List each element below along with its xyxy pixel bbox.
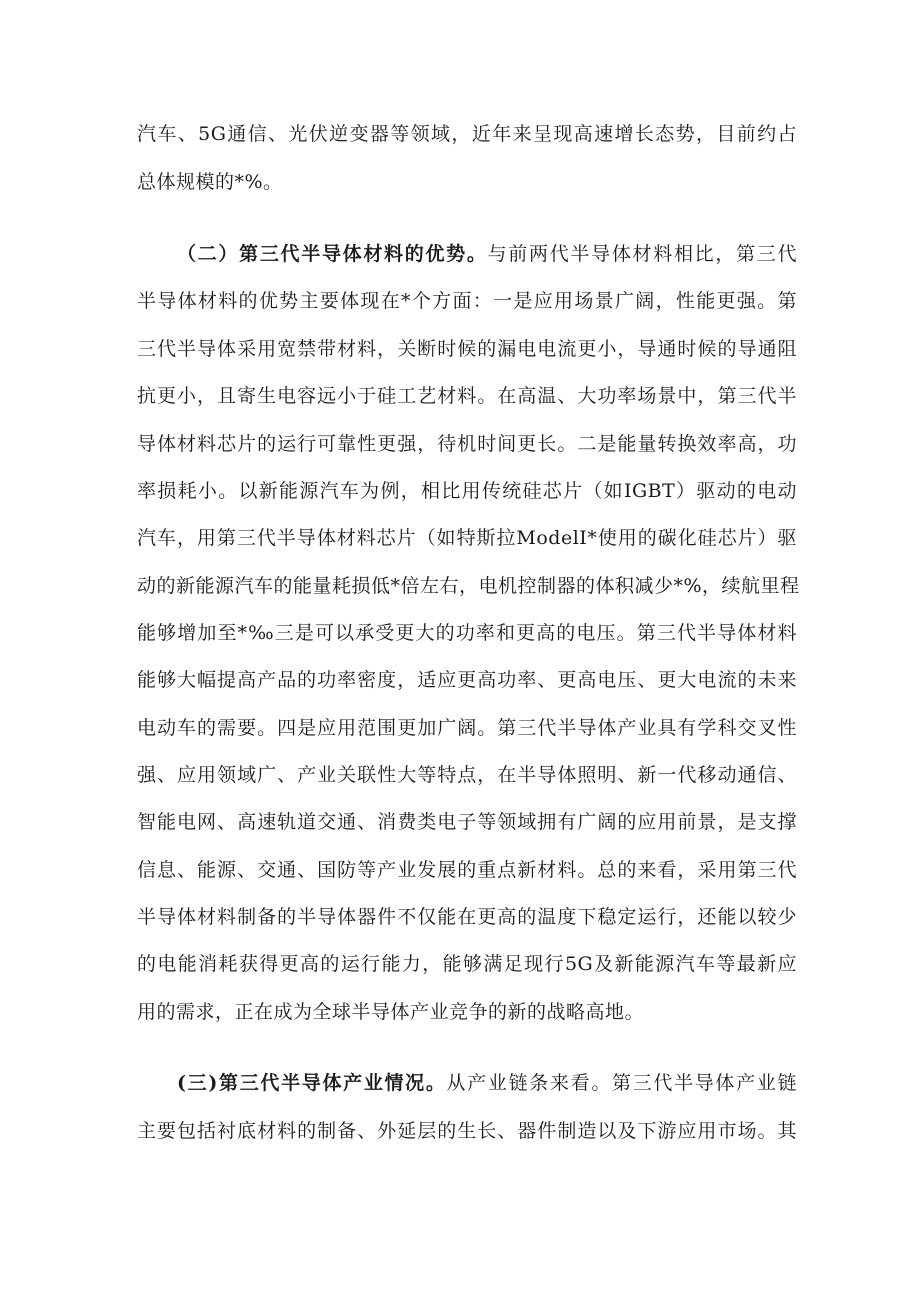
paragraph-2-line-5: 导体材料芯片的运行可靠性更强，待机时间更长。二是能量转换效率高，功 [137, 433, 797, 455]
paragraph-3-first-line-text: 从产业链条来看。第三代半导体产业链 [446, 1072, 797, 1094]
paragraph-2-line-15: 半导体材料制备的半导体器件不仅能在更高的温度下稳定运行，还能以较少 [137, 906, 797, 928]
paragraph-2-line-8: 动的新能源汽车的能量耗损低*倍左右，电机控制器的体积减少*%，续航里程 [137, 575, 800, 597]
paragraph-2-line-2: 半导体材料的优势主要体现在*个方面：一是应用场景广阔，性能更强。第 [137, 290, 797, 312]
paragraph-2-line-10: 能够大幅提高产品的功率密度，适应更高功率、更高电压、更大电流的未来 [137, 669, 797, 691]
section-3-heading: (三)第三代半导体产业情况。 [177, 1072, 447, 1094]
paragraph-2-line-1 [177, 237, 797, 271]
paragraph-2-line-13: 智能电网、高速轨道交通、消费类电子等领域拥有广阔的应用前景，是支撑 [137, 811, 797, 833]
paragraph-2-line-11: 电动车的需要。四是应用范围更加广阔。第三代半导体产业具有学科交叉性 [137, 717, 797, 739]
paragraph-1-line-2: 总体规模的*%。 [137, 171, 283, 193]
paragraph-2-line-4: 抗更小，且寄生电容远小于硅工艺材料。在高温、大功率场景中，第三代半 [137, 385, 797, 407]
paragraph-2-line-6: 率损耗小。以新能源汽车为例，相比用传统硅芯片（如IGBT）驱动的电动 [137, 480, 797, 502]
paragraph-2-line-3: 三代半导体采用宽禁带材料，关断时候的漏电电流更小，导通时候的导通阻 [137, 338, 797, 360]
paragraph-3-line-2: 主要包括衬底材料的制备、外延层的生长、器件制造以及下游应用市场。其 [137, 1120, 797, 1142]
paragraph-2-line-17: 用的需求，正在成为全球半导体产业竞争的新的战略高地。 [137, 1001, 645, 1023]
paragraph-2-line-14: 信息、能源、交通、国防等产业发展的重点新材料。总的来看，采用第三代 [137, 859, 797, 881]
paragraph-2-line-12: 强、应用领域广、产业关联性大等特点，在半导体照明、新一代移动通信、 [137, 764, 797, 786]
paragraph-1-line-1: 汽车、5G通信、光伏逆变器等领域，近年来呈现高速增长态势，目前约占 [137, 123, 797, 145]
paragraph-2-line-7: 汽车，用第三代半导体材料芯片（如特斯拉ModelI*使用的碳化硅芯片）驱 [137, 527, 797, 549]
paragraph-2-line-9: 能够增加至*‰三是可以承受更大的功率和更高的电压。第三代半导体材料 [137, 622, 797, 644]
paragraph-3-line-1 [177, 1066, 797, 1100]
paragraph-2-line-16: 的电能消耗获得更高的运行能力，能够满足现行5G及新能源汽车等最新应 [137, 953, 797, 975]
section-2-heading: （二）第三代半导体材料的优势。 [177, 243, 488, 265]
paragraph-2-first-line-text: 与前两代半导体材料相比，第三代 [487, 243, 797, 265]
